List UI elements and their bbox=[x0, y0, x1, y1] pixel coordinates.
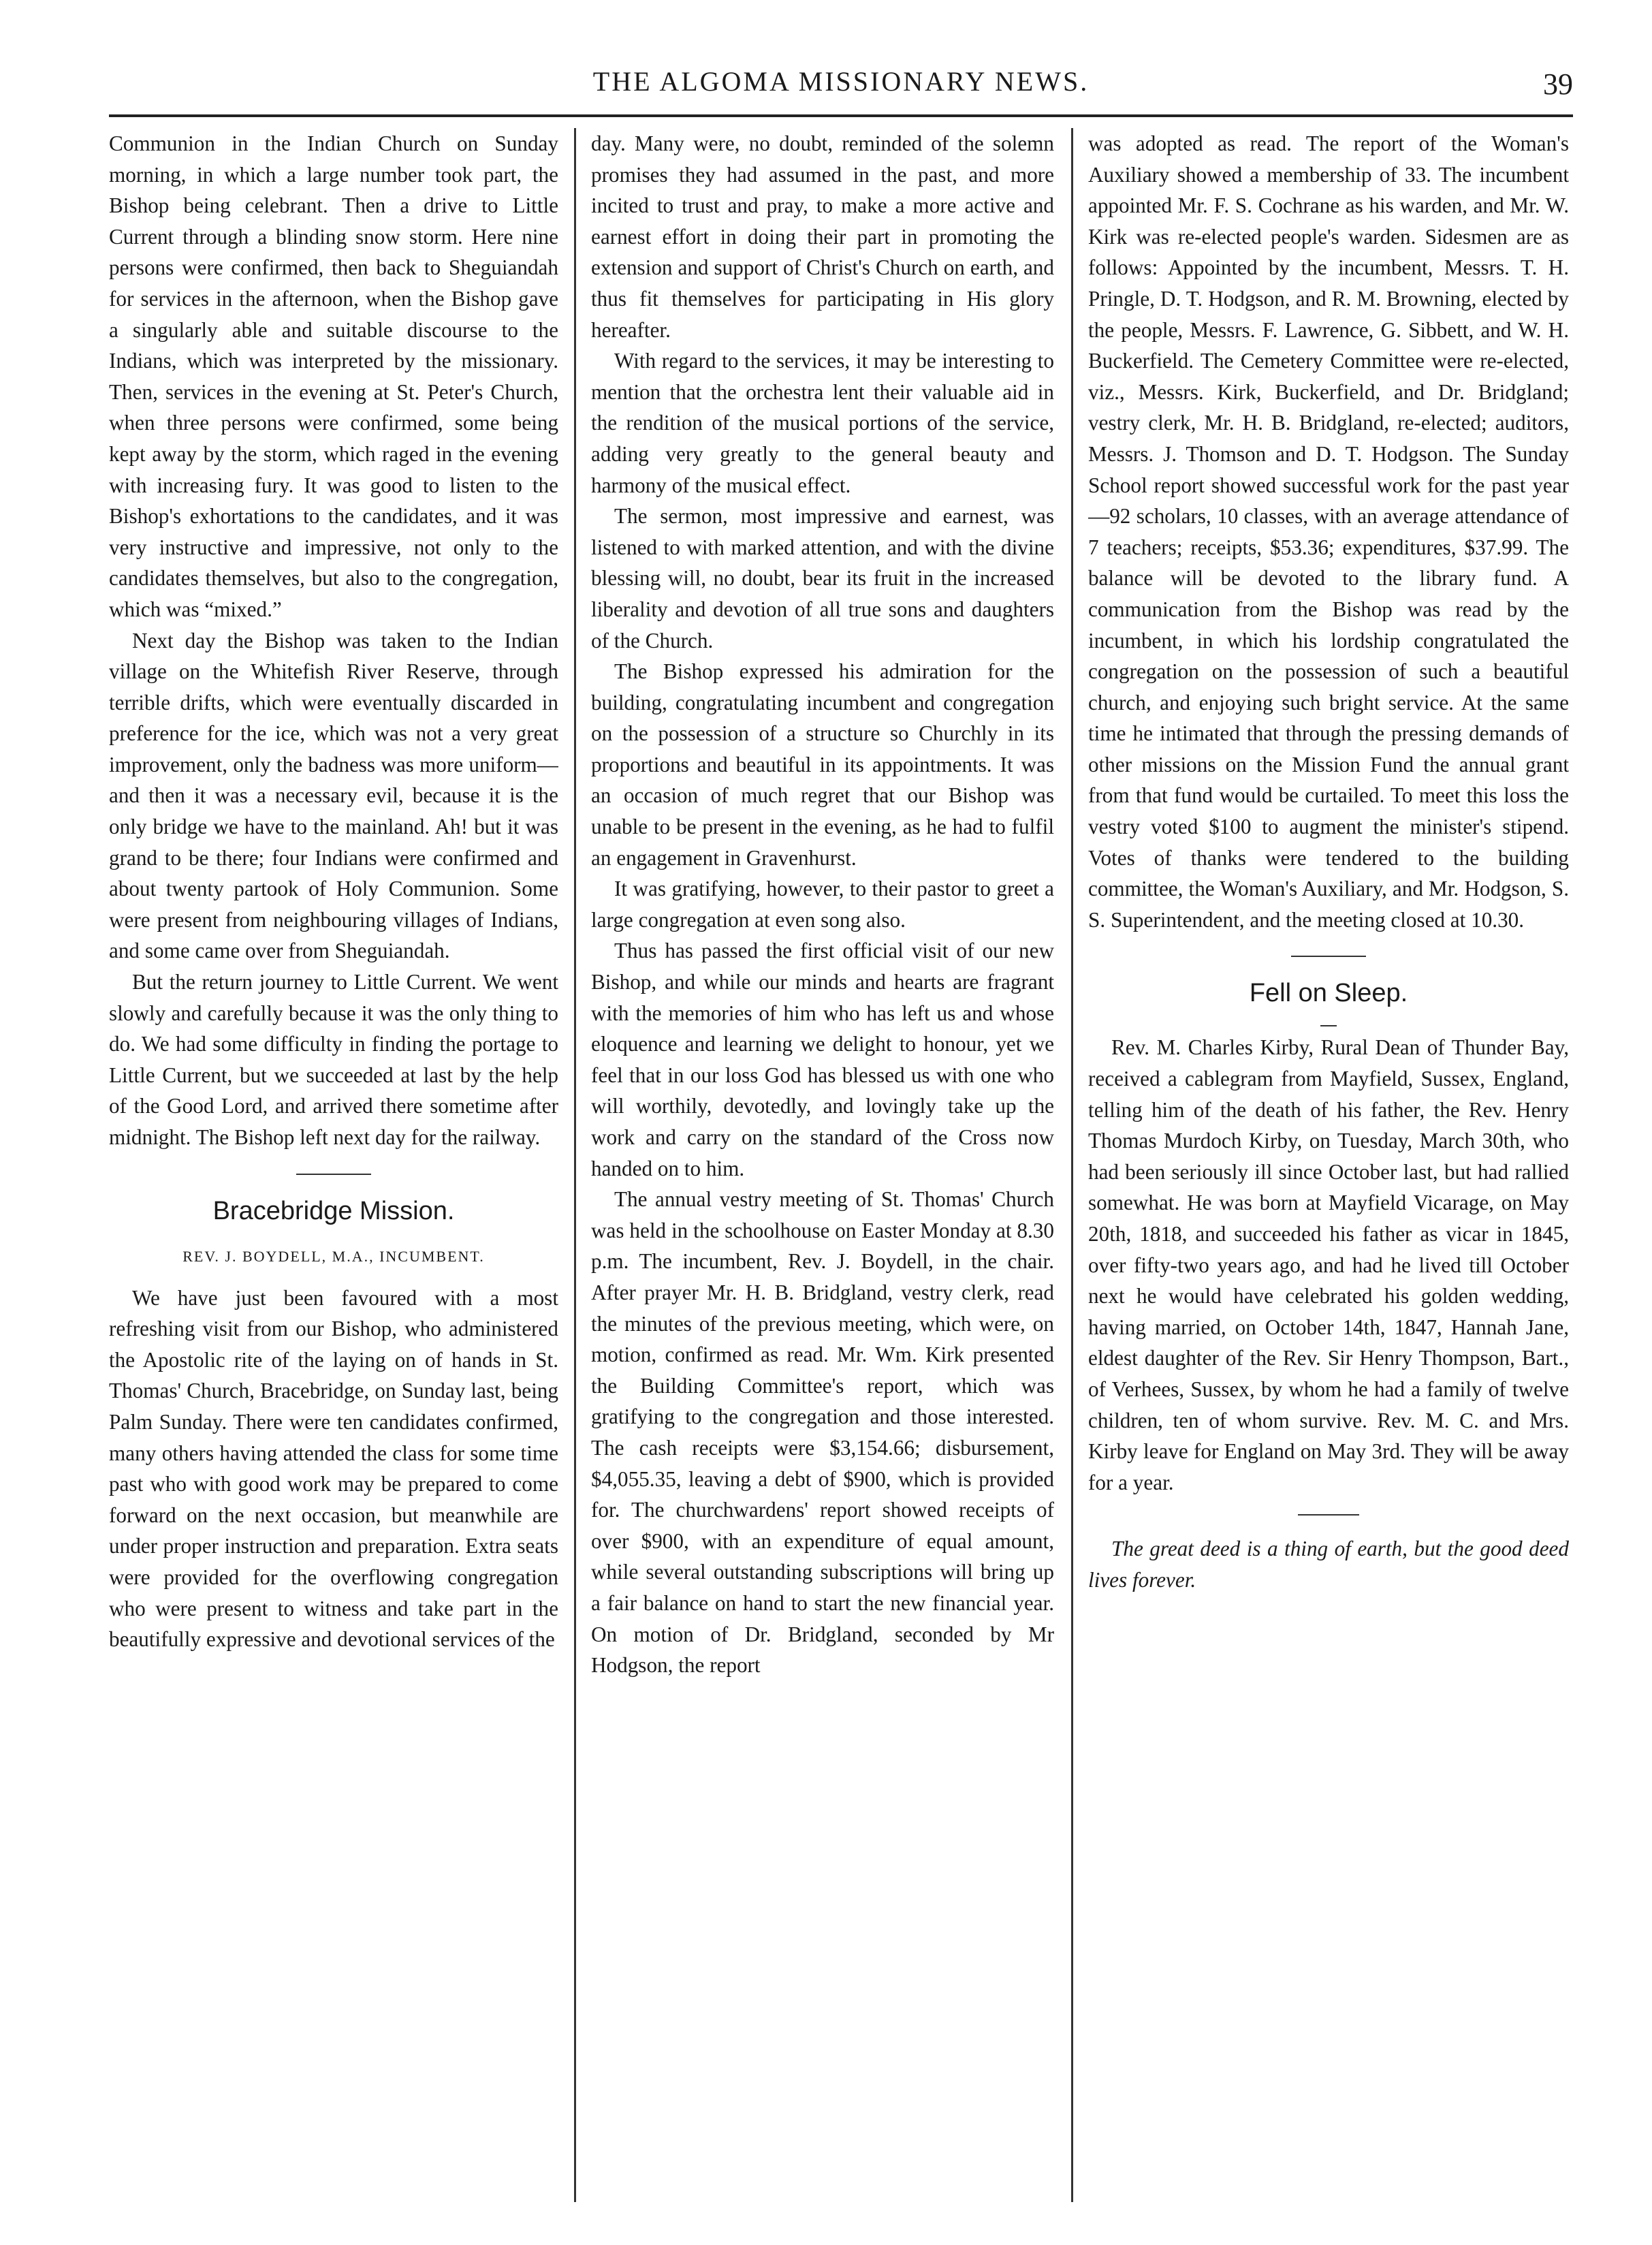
paragraph: We have just been favoured with a most refreshing visit from our Bishop, who administered the Apostolic rite of the laying on of hands in St. Thomas' Church, Bracebridge, on Sunday last, being Palm Sunday. There were ten candidates confirmed, many others having attended the class for some time past who with good work may be prepared to come forward on the next occasion, but meanwhile are under proper instruction and preparation. Extra seats were provided for the overflowing congregation who were present to witness and take part in the beautifully expressive and devotional services of the bbox=[109, 1285, 558, 1652]
page-header bbox=[109, 60, 1573, 108]
column-3 bbox=[1088, 128, 1569, 2212]
section-heading: Bracebridge Mission. bbox=[212, 1196, 455, 1225]
paragraph: Rev. M. Charles Kirby, Rural Dean of Thunder Bay, received a cablegram from Mayfield, Sussex, England, telling him of the death of his father, the Rev. Henry Thomas Murdoch Kirby, on Tuesday, March 30th, who had been seriously ill since October last, but had rallied somewhat. He was born at Mayfield Vicarage, on May 20th, 1818, and succeeded his father as vicar in 1845, over fifty-two years ago, and had he lived till October next he would have celebrated his golden wedding, having married, on October 14th, 1847, Hannah Jane, eldest daughter of the Rev. Sir Henry Thompson, Bart., of Verhees, Sussex, by whom he had a family of twelve children, ten of whom survive. Rev. M. C. and Mrs. Kirby leave for England on May 3rd. They will be away for a year. bbox=[1088, 1035, 1569, 1494]
paragraph: It was gratifying, however, to their pastor to greet a large congregation at even song also. bbox=[591, 877, 1054, 932]
column-divider bbox=[1071, 128, 1073, 2202]
paragraph: The Bishop expressed his admiration for the building, congratulating incumbent and congregation on the possession of a structure so Churchly in its proportions and beautiful in its appointments. It was an occasion of much regret that our Bishop was unable to be present in the evening, as he had to fulfil an engagement in Gravenhurst. bbox=[591, 659, 1054, 870]
paragraph: Communion in the Indian Church on Sunday morning, in which a large number took part, the Bishop being celebrant. Then a drive to Little Current through a blinding snow storm. Here nine persons were confirmed, then back to Sheguiandah for services in the afternoon, when the Bishop gave a singularly able and suitable discourse to the Indians, which was interpreted by the missionary. Then, services in the evening at St. Peter's Church, when three persons were confirmed, some being kept away by the storm, which raged in the evening with increasing fury. It was good to listen to the Bishop's exhortations to the candidates, and it was very instructive and impressive, not only to the candidates themselves, but also to the congregation, which was “mixed.” bbox=[109, 131, 558, 621]
byline: REV. J. BOYDELL, M.A., INCUMBENT. bbox=[182, 1247, 485, 1265]
column-1 bbox=[109, 128, 558, 2212]
section-separator bbox=[1291, 956, 1366, 957]
paragraph: was adopted as read. The report of the Woman's Auxiliary showed a membership of 33. The incumbent appointed Mr. F. S. Cochrane as his warden, and Mr. W. Kirk was re-elected people's warden. Sidesmen are as follows: Appointed by the incumbent, Messrs. T. H. Pringle, D. T. Hodgson, and R. M. Browning, elected by the people, Messrs. F. Lawrence, G. Sibbett, and W. H. Buckerfield. The Cemetery Committee were re-elected, viz., Messrs. Kirk, Buckerfield, and Dr. Bridgland; vestry clerk, Mr. H. B. Bridgland, re-elected; auditors, Messrs. J. Thomson and D. T. Hodgson. The Sunday School report showed successful work for the past year—92 scholars, 10 classes, with an average attendance of 7 teachers; receipts, $53.36; expenditures, $37.99. The balance will be devoted to the library fund. A communication from the Bishop was read by the incumbent, in which his lordship congratulated the congregation on the possession of such a beautiful church, and enjoying such bright service. At the same time he intimated that through the pressing demands of other missions on the Mission Fund the annual grant from that fund would be curtailed. To meet this loss the vestry voted $100 to augment the minister's stipend. Votes of thanks were tendered to the building committee, the Woman's Auxiliary, and Mr. Hodgson, S. S. Superintendent, and the meeting closed at 10.30. bbox=[1088, 131, 1569, 932]
section-separator bbox=[1320, 1025, 1337, 1026]
paragraph: The sermon, most impressive and earnest, was listened to with marked attention, and with the divine blessing will, no doubt, bear its fruit in the increased liberality and devotion of all true sons and daughters of the Church. bbox=[591, 504, 1054, 653]
paragraph: day. Many were, no doubt, reminded of the solemn promises they had assumed in the past, and more incited to trust and pray, to make a more active and earnest effort in doing their part in promoting the extension and support of Christ's Church on earth, and thus fit themselves for participating in His glory hereafter. bbox=[591, 131, 1054, 342]
column-divider bbox=[574, 128, 576, 2202]
paragraph: Next day the Bishop was taken to the Indian village on the Whitefish River Reserve, through terrible drifts, which were eventually discarded in preference for the ice, which was not a very great improvement, only the badness was more uniform—and then it was a necessary evil, because it is the only bridge we have to the mainland. Ah! but it was grand to be there; four Indians were confirmed and about twenty partook of Holy Communion. Some were present from neighbouring villages of Indians, and some came over from Sheguiandah. bbox=[109, 628, 558, 963]
column-2 bbox=[591, 128, 1054, 2212]
header-rule bbox=[109, 114, 1573, 117]
paragraph: With regard to the services, it may be interesting to mention that the orchestra lent their valuable aid in the rendition of the musical portions of the service, adding very greatly to the general beauty and harmony of the musical effect. bbox=[591, 349, 1054, 497]
paragraph: But the return journey to Little Current. We went slowly and carefully because it was the only thing to do. We had some difficulty in finding the portage to Little Current, but we succeeded at last by the help of the Good Lord, and arrived there sometime after midnight. The Bishop left next day for the railway. bbox=[109, 970, 558, 1149]
running-title: THE ALGOMA MISSIONARY NEWS. bbox=[592, 66, 1090, 97]
section-separator bbox=[296, 1174, 371, 1175]
section-heading: Fell on Sleep. bbox=[1249, 979, 1408, 1008]
paragraph: Thus has passed the first official visit of our new Bishop, and while our minds and hearts are fragrant with the memories of him who has left us and whose eloquence and learning we delight to honour, yet we feel that in our loss God has blessed us with one who will worthily, devotedly, and lovingly take up the work and carry on the standard of the Cross now handed on to him. bbox=[591, 939, 1054, 1180]
page-number: 39 bbox=[1543, 67, 1573, 101]
section-separator bbox=[1298, 1514, 1359, 1516]
paragraph: The annual vestry meeting of St. Thomas' Church was held in the schoolhouse on Easter Monday at 8.30 p.m. The incumbent, Rev. J. Boydell, in the chair. After prayer Mr. H. B. Bridgland, vestry clerk, read the minutes of the previous meeting, which were, on motion, confirmed as read. Mr. Wm. Kirk presented the Building Committee's report, which was gratifying to the congregation and those interested. The cash receipts were $3,154.66; disbursement, $4,055.35, leaving a debt of $900, which is provided for. The churchwardens' report showed receipts of over $900, with an expenditure of equal amount, while several outstanding subscriptions will bring up a fair balance on hand to start the new financial year. On motion of Dr. Bridgland, seconded by Mr Hodgson, the report bbox=[591, 1187, 1054, 1678]
closing-quote: The great deed is a thing of earth, but the good deed lives forever. bbox=[1088, 1537, 1569, 1592]
